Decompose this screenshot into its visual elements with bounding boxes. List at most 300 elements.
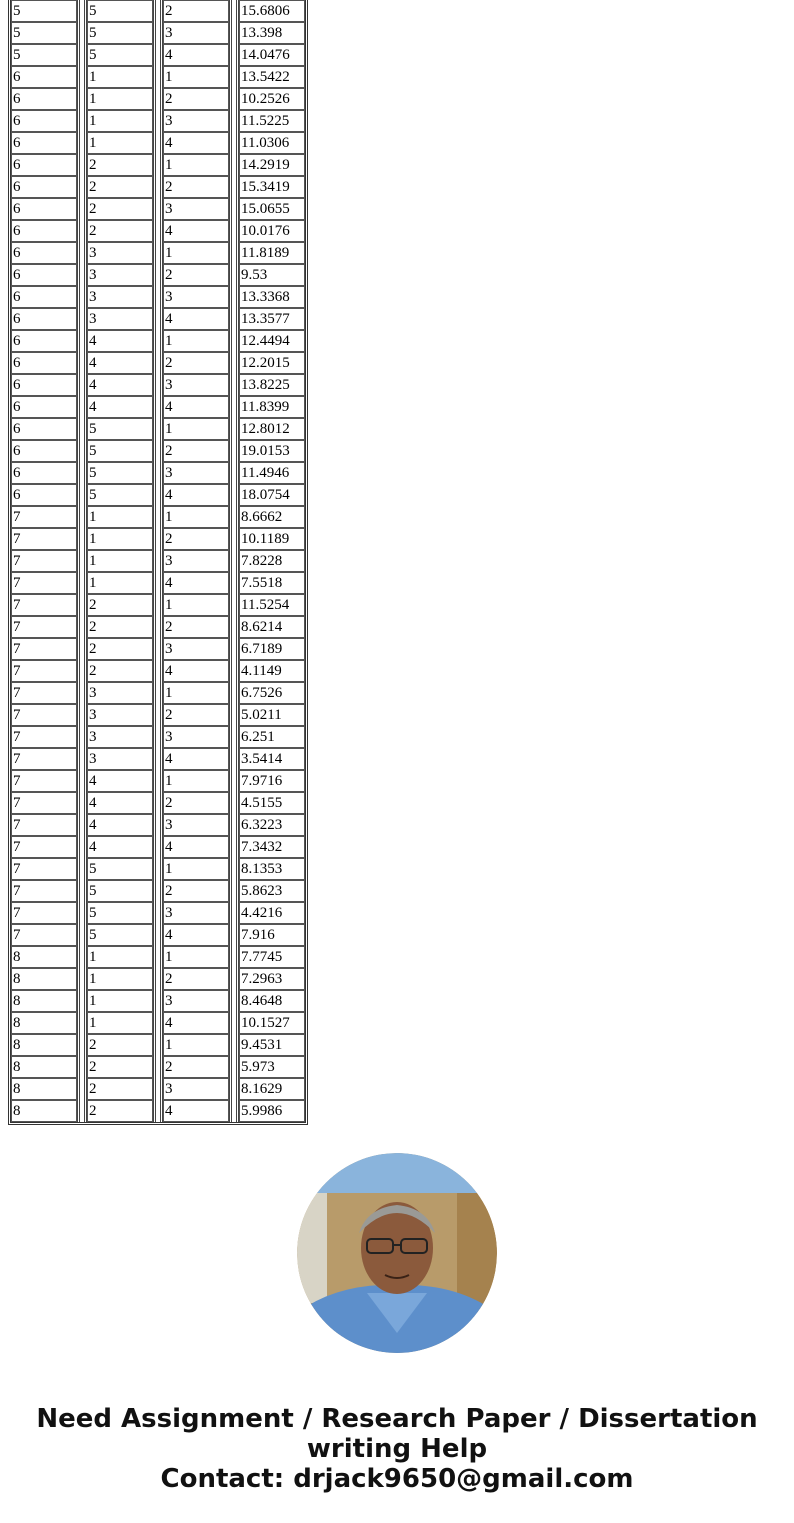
table-cell: 9.4531 (239, 1034, 305, 1056)
table-row (11, 682, 305, 704)
table-row (11, 110, 305, 132)
table-cell: 1 (163, 418, 229, 440)
table-cell: 6 (11, 462, 77, 484)
table-cell: 13.398 (239, 22, 305, 44)
table-cell: 8.1629 (239, 1078, 305, 1100)
column-separator (229, 968, 239, 990)
table-cell: 2 (163, 0, 229, 22)
table-cell: 4 (163, 924, 229, 946)
table-cell: 2 (87, 616, 153, 638)
column-separator (77, 242, 87, 264)
column-separator (229, 550, 239, 572)
table-cell: 4 (163, 572, 229, 594)
column-separator (77, 22, 87, 44)
column-separator (229, 682, 239, 704)
table-cell: 2 (87, 1056, 153, 1078)
table-cell: 7 (11, 924, 77, 946)
table-cell: 7 (11, 726, 77, 748)
table-cell: 4 (87, 352, 153, 374)
table-row (11, 616, 305, 638)
column-separator (229, 440, 239, 462)
table-cell: 3 (87, 264, 153, 286)
table-cell: 7 (11, 902, 77, 924)
table-row (11, 462, 305, 484)
column-separator (229, 374, 239, 396)
column-separator (77, 0, 87, 22)
table-cell: 1 (87, 66, 153, 88)
author-avatar (297, 1153, 497, 1353)
table-cell: 3 (163, 22, 229, 44)
column-separator (229, 748, 239, 770)
table-cell: 1 (87, 132, 153, 154)
data-table-container (8, 0, 308, 1125)
table-cell: 15.3419 (239, 176, 305, 198)
column-separator (229, 462, 239, 484)
table-row (11, 528, 305, 550)
table-row (11, 286, 305, 308)
table-row (11, 1100, 305, 1122)
column-separator (77, 1078, 87, 1100)
column-separator (153, 22, 163, 44)
table-cell: 6 (11, 396, 77, 418)
column-separator (77, 726, 87, 748)
column-separator (229, 176, 239, 198)
table-row (11, 990, 305, 1012)
column-separator (229, 946, 239, 968)
column-separator (77, 110, 87, 132)
table-cell: 10.1189 (239, 528, 305, 550)
table-cell: 2 (163, 792, 229, 814)
column-separator (77, 154, 87, 176)
table-row (11, 550, 305, 572)
table-cell: 7.2963 (239, 968, 305, 990)
column-separator (77, 924, 87, 946)
table-cell: 3 (163, 902, 229, 924)
table-cell: 6.3223 (239, 814, 305, 836)
column-separator (153, 264, 163, 286)
column-separator (153, 220, 163, 242)
table-cell: 8.6214 (239, 616, 305, 638)
column-separator (153, 638, 163, 660)
table-cell: 4 (163, 1012, 229, 1034)
table-cell: 1 (163, 66, 229, 88)
table-cell: 3 (87, 748, 153, 770)
data-table-body (11, 0, 305, 1122)
column-separator (229, 858, 239, 880)
column-separator (77, 462, 87, 484)
table-row (11, 902, 305, 924)
column-separator (229, 484, 239, 506)
table-cell: 3 (163, 198, 229, 220)
table-row (11, 0, 305, 22)
column-separator (229, 704, 239, 726)
table-row (11, 264, 305, 286)
footer-contact-line: Contact: drjack9650@gmail.com (160, 1464, 634, 1494)
table-cell: 8 (11, 946, 77, 968)
column-separator (77, 638, 87, 660)
table-cell: 2 (163, 176, 229, 198)
table-cell: 2 (87, 1100, 153, 1122)
table-cell: 2 (163, 528, 229, 550)
column-separator (153, 902, 163, 924)
table-cell: 7 (11, 660, 77, 682)
column-separator (77, 132, 87, 154)
table-cell: 14.0476 (239, 44, 305, 66)
column-separator (229, 132, 239, 154)
table-row (11, 968, 305, 990)
table-cell: 11.8189 (239, 242, 305, 264)
table-row (11, 814, 305, 836)
column-separator (77, 308, 87, 330)
table-cell: 2 (87, 176, 153, 198)
table-row (11, 330, 305, 352)
column-separator (229, 792, 239, 814)
table-cell: 3 (163, 726, 229, 748)
column-separator (229, 286, 239, 308)
column-separator (153, 836, 163, 858)
column-separator (77, 330, 87, 352)
table-cell: 3 (163, 550, 229, 572)
table-cell: 5 (87, 0, 153, 22)
table-cell: 7.5518 (239, 572, 305, 594)
column-separator (77, 88, 87, 110)
column-separator (229, 154, 239, 176)
table-cell: 7.916 (239, 924, 305, 946)
table-cell: 2 (87, 198, 153, 220)
column-separator (229, 308, 239, 330)
column-separator (153, 616, 163, 638)
table-cell: 3 (163, 110, 229, 132)
table-cell: 7 (11, 550, 77, 572)
column-separator (229, 396, 239, 418)
column-separator (229, 110, 239, 132)
table-cell: 7 (11, 880, 77, 902)
table-row (11, 396, 305, 418)
column-separator (153, 440, 163, 462)
table-cell: 6 (11, 176, 77, 198)
column-separator (77, 770, 87, 792)
table-cell: 3 (87, 242, 153, 264)
table-cell: 1 (87, 110, 153, 132)
table-cell: 4.1149 (239, 660, 305, 682)
table-cell: 1 (87, 968, 153, 990)
table-row (11, 66, 305, 88)
column-separator (77, 682, 87, 704)
table-cell: 5 (11, 22, 77, 44)
column-separator (153, 1100, 163, 1122)
column-separator (153, 330, 163, 352)
table-cell: 3 (163, 1078, 229, 1100)
column-separator (229, 528, 239, 550)
table-cell: 5 (11, 0, 77, 22)
table-cell: 6.7189 (239, 638, 305, 660)
table-cell: 6 (11, 484, 77, 506)
table-cell: 5 (87, 880, 153, 902)
table-cell: 6 (11, 132, 77, 154)
column-separator (153, 418, 163, 440)
column-separator (229, 66, 239, 88)
table-cell: 13.3368 (239, 286, 305, 308)
table-cell: 5 (87, 22, 153, 44)
column-separator (77, 946, 87, 968)
column-separator (153, 396, 163, 418)
table-row (11, 418, 305, 440)
column-separator (153, 550, 163, 572)
column-separator (153, 242, 163, 264)
column-separator (153, 154, 163, 176)
column-separator (77, 660, 87, 682)
table-cell: 2 (163, 264, 229, 286)
table-cell: 7.3432 (239, 836, 305, 858)
table-cell: 4 (87, 836, 153, 858)
column-separator (153, 1034, 163, 1056)
table-cell: 6 (11, 66, 77, 88)
table-cell: 1 (163, 154, 229, 176)
column-separator (153, 198, 163, 220)
table-row (11, 836, 305, 858)
table-row (11, 220, 305, 242)
table-cell: 7 (11, 814, 77, 836)
table-cell: 1 (87, 528, 153, 550)
table-cell: 7.7745 (239, 946, 305, 968)
column-separator (77, 66, 87, 88)
table-cell: 19.0153 (239, 440, 305, 462)
table-cell: 11.5225 (239, 110, 305, 132)
column-separator (77, 572, 87, 594)
table-cell: 6 (11, 198, 77, 220)
table-cell: 10.0176 (239, 220, 305, 242)
table-cell: 8 (11, 1078, 77, 1100)
table-row (11, 308, 305, 330)
table-row (11, 88, 305, 110)
table-cell: 10.1527 (239, 1012, 305, 1034)
column-separator (153, 814, 163, 836)
column-separator (229, 330, 239, 352)
table-cell: 4 (163, 484, 229, 506)
table-cell: 1 (163, 242, 229, 264)
column-separator (229, 572, 239, 594)
column-separator (153, 506, 163, 528)
table-row (11, 638, 305, 660)
table-cell: 8 (11, 968, 77, 990)
table-cell: 9.53 (239, 264, 305, 286)
table-cell: 3 (163, 638, 229, 660)
table-cell: 2 (87, 220, 153, 242)
table-cell: 11.4946 (239, 462, 305, 484)
column-separator (77, 1100, 87, 1122)
table-cell: 4 (163, 748, 229, 770)
table-cell: 2 (163, 352, 229, 374)
table-cell: 1 (87, 550, 153, 572)
column-separator (229, 1012, 239, 1034)
column-separator (77, 418, 87, 440)
table-cell: 7 (11, 638, 77, 660)
table-cell: 4.4216 (239, 902, 305, 924)
table-cell: 15.6806 (239, 0, 305, 22)
table-cell: 12.2015 (239, 352, 305, 374)
table-cell: 3 (87, 682, 153, 704)
table-cell: 6 (11, 374, 77, 396)
table-cell: 4 (163, 44, 229, 66)
table-row (11, 924, 305, 946)
column-separator (77, 352, 87, 374)
column-separator (153, 286, 163, 308)
column-separator (77, 44, 87, 66)
column-separator (77, 836, 87, 858)
table-cell: 3 (87, 726, 153, 748)
table-row (11, 44, 305, 66)
column-separator (77, 484, 87, 506)
table-row (11, 352, 305, 374)
table-cell: 2 (87, 660, 153, 682)
column-separator (153, 44, 163, 66)
column-separator (77, 858, 87, 880)
column-separator (229, 352, 239, 374)
table-cell: 13.8225 (239, 374, 305, 396)
table-cell: 7 (11, 770, 77, 792)
table-cell: 1 (163, 946, 229, 968)
table-row (11, 198, 305, 220)
table-cell: 4 (163, 836, 229, 858)
column-separator (229, 44, 239, 66)
column-separator (77, 396, 87, 418)
table-cell: 6 (11, 352, 77, 374)
table-row (11, 792, 305, 814)
table-cell: 2 (87, 1034, 153, 1056)
column-separator (153, 946, 163, 968)
table-cell: 11.8399 (239, 396, 305, 418)
table-cell: 5 (87, 902, 153, 924)
column-separator (229, 1034, 239, 1056)
column-separator (153, 352, 163, 374)
table-cell: 7 (11, 704, 77, 726)
column-separator (229, 924, 239, 946)
table-cell: 3 (163, 814, 229, 836)
table-cell: 4 (163, 308, 229, 330)
table-cell: 7 (11, 528, 77, 550)
column-separator (229, 880, 239, 902)
column-separator (153, 528, 163, 550)
table-cell: 4 (87, 770, 153, 792)
column-separator (77, 264, 87, 286)
table-cell: 1 (163, 506, 229, 528)
table-cell: 6 (11, 330, 77, 352)
table-cell: 6 (11, 440, 77, 462)
column-separator (153, 990, 163, 1012)
table-cell: 7 (11, 616, 77, 638)
table-row (11, 572, 305, 594)
table-cell: 7 (11, 748, 77, 770)
table-cell: 2 (163, 440, 229, 462)
table-cell: 15.0655 (239, 198, 305, 220)
table-cell: 7.9716 (239, 770, 305, 792)
table-row (11, 880, 305, 902)
table-cell: 8 (11, 1034, 77, 1056)
column-separator (77, 1012, 87, 1034)
column-separator (153, 968, 163, 990)
table-row (11, 594, 305, 616)
column-separator (153, 1078, 163, 1100)
column-separator (77, 220, 87, 242)
table-cell: 3 (163, 462, 229, 484)
column-separator (153, 660, 163, 682)
column-separator (77, 990, 87, 1012)
column-separator (77, 902, 87, 924)
table-cell: 7.8228 (239, 550, 305, 572)
table-cell: 8.1353 (239, 858, 305, 880)
column-separator (229, 1078, 239, 1100)
table-cell: 2 (163, 616, 229, 638)
column-separator (153, 572, 163, 594)
table-cell: 8.4648 (239, 990, 305, 1012)
table-cell: 4 (87, 814, 153, 836)
table-cell: 11.5254 (239, 594, 305, 616)
table-cell: 6.7526 (239, 682, 305, 704)
table-cell: 4.5155 (239, 792, 305, 814)
table-cell: 12.8012 (239, 418, 305, 440)
column-separator (229, 1100, 239, 1122)
column-separator (77, 792, 87, 814)
column-separator (229, 814, 239, 836)
person-photo-icon (297, 1153, 497, 1353)
table-cell: 6 (11, 88, 77, 110)
table-row (11, 770, 305, 792)
column-separator (77, 198, 87, 220)
column-separator (229, 616, 239, 638)
column-separator (77, 594, 87, 616)
column-separator (153, 682, 163, 704)
table-cell: 1 (163, 770, 229, 792)
table-cell: 7 (11, 682, 77, 704)
column-separator (153, 880, 163, 902)
table-cell: 13.3577 (239, 308, 305, 330)
table-cell: 4 (87, 330, 153, 352)
table-row (11, 726, 305, 748)
table-cell: 2 (163, 968, 229, 990)
table-cell: 1 (163, 594, 229, 616)
column-separator (229, 638, 239, 660)
table-row (11, 22, 305, 44)
table-cell: 5 (11, 44, 77, 66)
table-cell: 14.2919 (239, 154, 305, 176)
table-cell: 4 (87, 792, 153, 814)
column-separator (77, 176, 87, 198)
column-separator (153, 1056, 163, 1078)
table-cell: 5 (87, 924, 153, 946)
table-cell: 5.8623 (239, 880, 305, 902)
column-separator (229, 1056, 239, 1078)
table-row (11, 748, 305, 770)
column-separator (153, 484, 163, 506)
table-cell: 6 (11, 418, 77, 440)
table-cell: 3 (87, 308, 153, 330)
table-cell: 2 (163, 704, 229, 726)
column-separator (229, 990, 239, 1012)
column-separator (229, 264, 239, 286)
table-cell: 6 (11, 286, 77, 308)
table-cell: 7 (11, 506, 77, 528)
table-cell: 2 (87, 638, 153, 660)
column-separator (229, 88, 239, 110)
table-cell: 7 (11, 572, 77, 594)
table-cell: 6 (11, 264, 77, 286)
table-cell: 3 (87, 286, 153, 308)
table-cell: 1 (163, 1034, 229, 1056)
column-separator (229, 198, 239, 220)
table-cell: 6 (11, 154, 77, 176)
table-cell: 10.2526 (239, 88, 305, 110)
column-separator (77, 880, 87, 902)
